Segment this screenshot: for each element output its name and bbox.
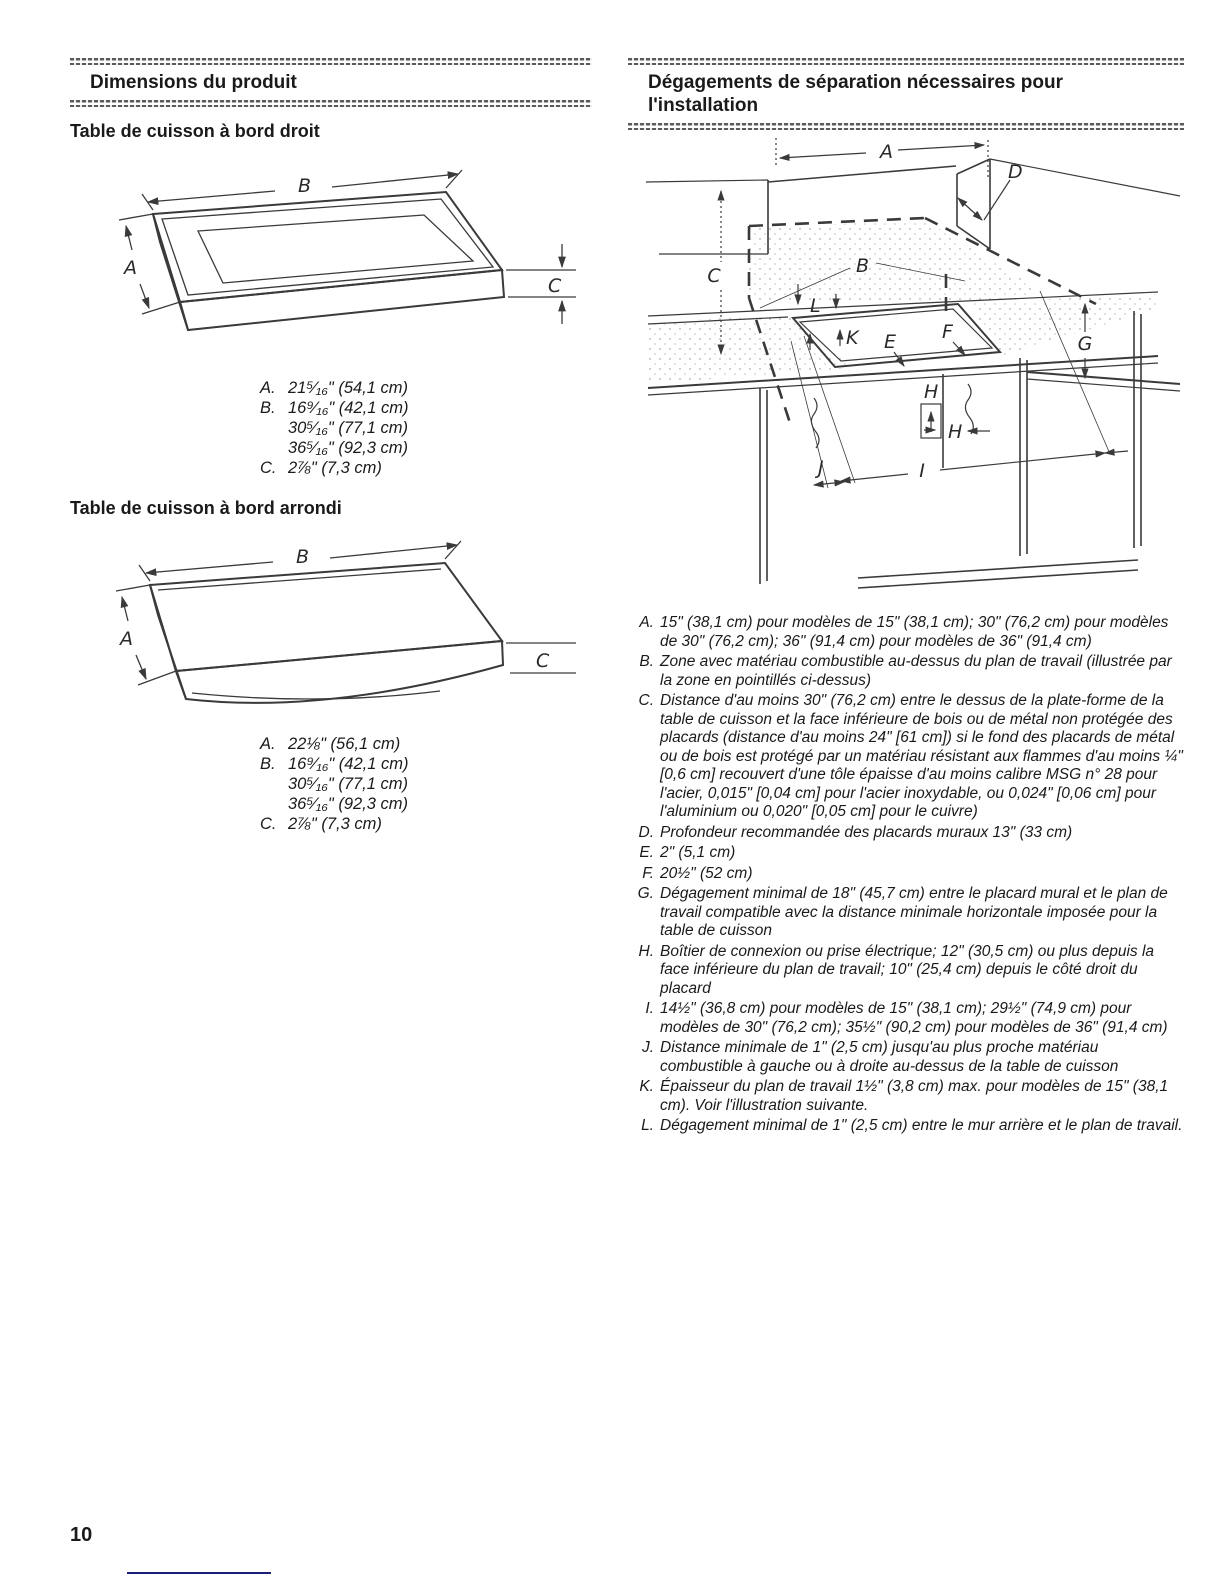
dim-label-b: B (296, 546, 310, 568)
diagram-cooktop-rounded-edge (70, 523, 592, 728)
legend-item: C. Distance d'au moins 30" (76,2 cm) entre le dessus de la plate-forme de la table de cuisson et la face inférieure de bois ou de métal non protégée des placards (distance d'au moins 24" [61 cm]) si le fond des placards de métal ou de bois est protégé par un matériau résistant aux flammes d'au moins ¼" [0,6 cm] recouvert d'une tôle épaisse d'au moins calibre MSG n° 28 pour l'acier, 0,015" [0,04 cm] pour l'acier inoxydable, ou 0,024" [0,06 cm] pour l'aluminium ou 0,020" [0,05 cm] pour le cuivre) (638, 692, 1183, 820)
dim-label-b: B (298, 175, 312, 197)
dim-row: A. 21⁵⁄₁₆" (54,1 cm) (260, 379, 409, 397)
section-rule (70, 100, 592, 107)
dim-row: A. 22⅛" (56,1 cm) (260, 735, 401, 753)
legend-item: D. Profondeur recommandée des placards muraux 13" (33 cm) (638, 823, 1073, 841)
subsection-title-bord-droit: Table de cuisson à bord droit (70, 121, 320, 141)
dim-row: B. 16⁹⁄₁₆" (42,1 cm) (260, 399, 409, 417)
dim-label-d: D (1008, 161, 1023, 183)
legend-item: H. Boîtier de connexion ou prise électrique; 12" (30,5 cm) ou plus depuis la face inférieure du plan de travail; 10" (25,4 cm) depuis le côté droit du placard (638, 942, 1155, 997)
dim-label-g: G (1077, 333, 1093, 355)
subsection-title-bord-arrondi: Table de cuisson à bord arrondi (70, 498, 342, 518)
legend-item: G. Dégagement minimal de 18" (45,7 cm) entre le placard mural et le plan de travail compatible avec la distance minimale horizontale imposée pour la table de cuisson (637, 885, 1168, 939)
dim-label-a: A (124, 257, 137, 279)
legend-item: A. 15" (38,1 cm) pour modèles de 15" (38,1 cm); 30" (76,2 cm) pour modèles de 30" (76,2 cm); 36" (91,4 cm) pour modèles de 36" (91,4 cm) (639, 614, 1169, 650)
legend-item: I. 14½" (36,8 cm) pour modèles de 15" (38,1 cm); 29½" (74,9 cm) pour modèles de 30" (76,2 cm); 35½" (90,2 cm) pour modèles de 36" (91,4 cm) (645, 1000, 1168, 1036)
dim-label-a: A (120, 628, 133, 650)
dim-label-c: C (536, 650, 550, 672)
legend-item: L. Dégagement minimal de 1" (2,5 cm) entre le mur arrière et le plan de travail. (641, 1117, 1183, 1134)
dim-label-e: E (884, 331, 897, 353)
dim-row: B. 16⁹⁄₁₆" (42,1 cm) (260, 755, 409, 773)
section-title-dimensions: Dimensions du produit (90, 72, 297, 93)
dim-label-h1: H (924, 381, 939, 403)
dim-row: C. 2⅞" (7,3 cm) (260, 459, 382, 477)
dim-row: 36⁵⁄₁₆" (92,3 cm) (288, 795, 409, 813)
dim-label-f: F (942, 321, 953, 343)
countertop-texture-left (648, 315, 852, 384)
section-rule (628, 58, 1184, 65)
dim-label-i: I (919, 460, 925, 482)
dimension-list-rounded (260, 734, 592, 834)
dim-row: 30⁵⁄₁₆" (77,1 cm) (288, 775, 409, 793)
left-column (70, 56, 592, 834)
legend-item: F. 20½" (52 cm) (642, 864, 753, 882)
footer-binding-line (127, 1572, 271, 1574)
dimension-list-straight (260, 378, 592, 478)
dim-label-h2: H (948, 421, 963, 443)
section-rule (628, 123, 1184, 130)
dim-label-k: K (846, 327, 859, 349)
dim-label-j: J (818, 457, 824, 479)
legend-item: B. Zone avec matériau combustible au-dessus du plan de travail (illustrée par la zone en pointillés ci-dessus) (639, 653, 1172, 689)
diagram-cooktop-straight-edge (70, 146, 592, 372)
legend-item: K. Épaisseur du plan de travail 1½" (3,8 cm) max. pour modèles de 15" (38,1 cm). Voir l'illustration suivante. (639, 1078, 1169, 1114)
dim-label-c: C (548, 275, 562, 297)
dim-row: 36⁵⁄₁₆" (92,3 cm) (288, 439, 409, 457)
combustible-zone-texture (749, 220, 1036, 304)
dim-label-l: L (810, 295, 821, 317)
clearance-legend (628, 614, 1184, 1136)
legend-item: E. 2" (5,1 cm) (639, 844, 736, 861)
dim-label-c: C (707, 265, 721, 287)
right-column (628, 56, 1184, 1138)
page-number: 10 (70, 1524, 93, 1546)
dim-row: C. 2⅞" (7,3 cm) (260, 815, 382, 833)
dim-label-a: A (880, 141, 893, 163)
section-title-degagements: Dégagements de séparation nécessaires pour l'installation (648, 72, 1063, 116)
dim-row: 30⁵⁄₁₆" (77,1 cm) (288, 419, 409, 437)
section-rule (70, 58, 592, 65)
legend-item: J. Distance minimale de 1" (2,5 cm) jusqu'au plus proche matériau combustible à gauche ou à droite au-dessus de la table de cuisson (641, 1039, 1119, 1075)
diagram-installation-clearances (628, 136, 1184, 606)
dim-label-b: B (856, 255, 870, 277)
